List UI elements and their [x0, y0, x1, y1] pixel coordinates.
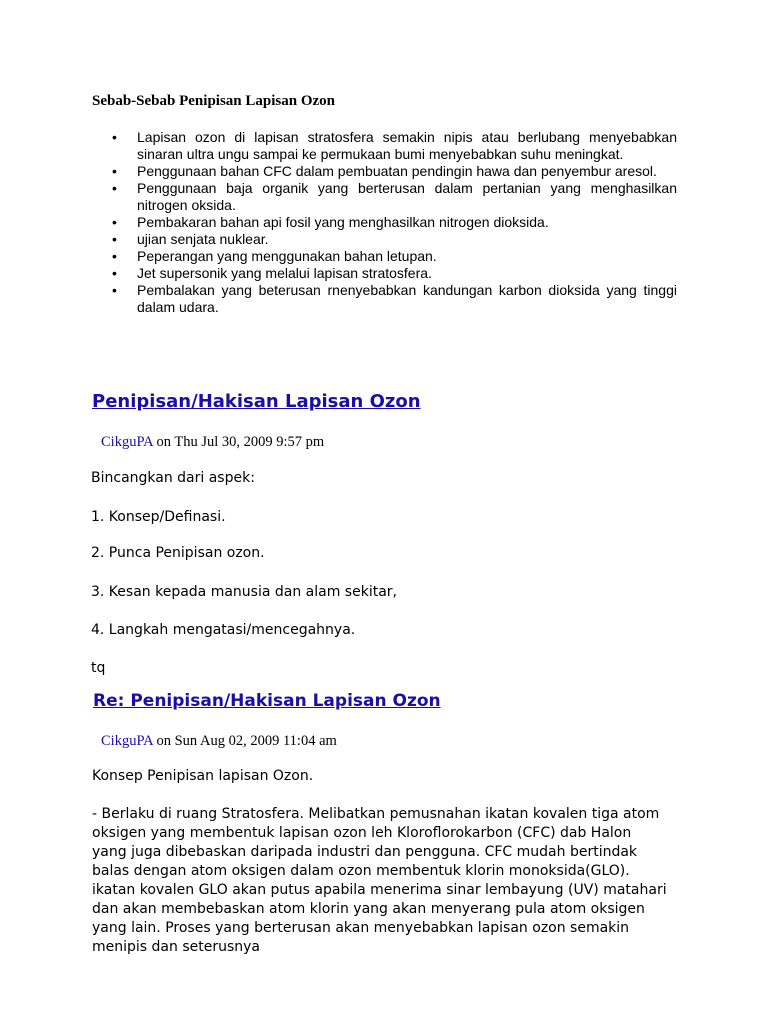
post1-signoff: tq — [91, 660, 106, 676]
list-item: • Pembalakan yang beterusan rnenyebabkan kandungan karbon dioksida yang tinggi dalam udara. — [112, 282, 677, 316]
causes-list — [112, 129, 677, 316]
list-item: • Penggunaan bahan CFC dalam pembuatan pendingin hawa dan penyembur aresol. — [112, 163, 677, 180]
paragraph-line: oksigen yang membentuk lapisan ozon leh Kloroflorokarbon (CFC) dab Halon — [92, 825, 632, 841]
paragraph-line: menipis dan seterusnya — [92, 939, 260, 955]
list-item: • Pembakaran bahan api fosil yang menghasilkan nitrogen dioksida. — [112, 214, 677, 231]
post2-meta — [101, 733, 337, 750]
list-item: • Peperangan yang menggunakan bahan letupan. — [112, 248, 677, 265]
post2-paragraph — [92, 805, 692, 957]
post2-author-link[interactable]: CikguPA — [101, 733, 153, 749]
list-item: • Jet supersonik yang melalui lapisan stratosfera. — [112, 265, 677, 282]
post1-date: on Thu Jul 30, 2009 9:57 pm — [152, 434, 325, 450]
post1-author-link[interactable]: CikguPA — [101, 434, 153, 450]
post1-item: 1. Konsep/Definasi. — [91, 509, 226, 525]
paragraph-line: yang juga dibebaskan daripada industri dan pengguna. CFC mudah bertindak — [92, 844, 638, 860]
post2-title-link[interactable]: Re: Penipisan/Hakisan Lapisan Ozon — [93, 691, 441, 711]
paragraph-line: - Berlaku di ruang Stratosfera. Melibatkan pemusnahan ikatan kovalen tiga atom — [92, 806, 660, 822]
post2-date: on Sun Aug 02, 2009 11:04 am — [152, 733, 337, 749]
post2-heading: Konsep Penipisan lapisan Ozon. — [92, 768, 314, 784]
paragraph-line: dan akan membebaskan atom klorin yang akan menyerang pula atom oksigen — [92, 901, 645, 917]
post1-intro: Bincangkan dari aspek: — [91, 470, 255, 486]
list-item: • Lapisan ozon di lapisan stratosfera semakin nipis atau berlubang menyebabkan sinaran ultra ungu sampai ke permukaan bumi menyebabkan suhu meningkat. — [112, 129, 677, 163]
list-item: • ujian senjata nuklear. — [112, 231, 677, 248]
list-item: • Penggunaan baja organik yang berterusan dalam pertanian yang menghasilkan nitrogen oksida. — [112, 180, 677, 214]
paragraph-line: yang lain. Proses yang berterusan akan menyebabkan lapisan ozon semakin — [92, 920, 630, 936]
post1-meta — [101, 434, 324, 451]
post1-item: 4. Langkah mengatasi/mencegahnya. — [91, 622, 356, 638]
post1-item: 3. Kesan kepada manusia dan alam sekitar, — [91, 584, 397, 600]
post1-title-link[interactable]: Penipisan/Hakisan Lapisan Ozon — [92, 391, 421, 412]
paragraph-line: ikatan kovalen GLO akan putus apabila menerima sinar lembayung (UV) matahari — [92, 882, 667, 898]
post1-item: 2. Punca Penipisan ozon. — [91, 545, 265, 561]
section-title: Sebab-Sebab Penipisan Lapisan Ozon — [92, 93, 335, 109]
paragraph-line: balas dengan atom oksigen dalam ozon membentuk klorin monoksida(GLO). — [92, 863, 630, 879]
